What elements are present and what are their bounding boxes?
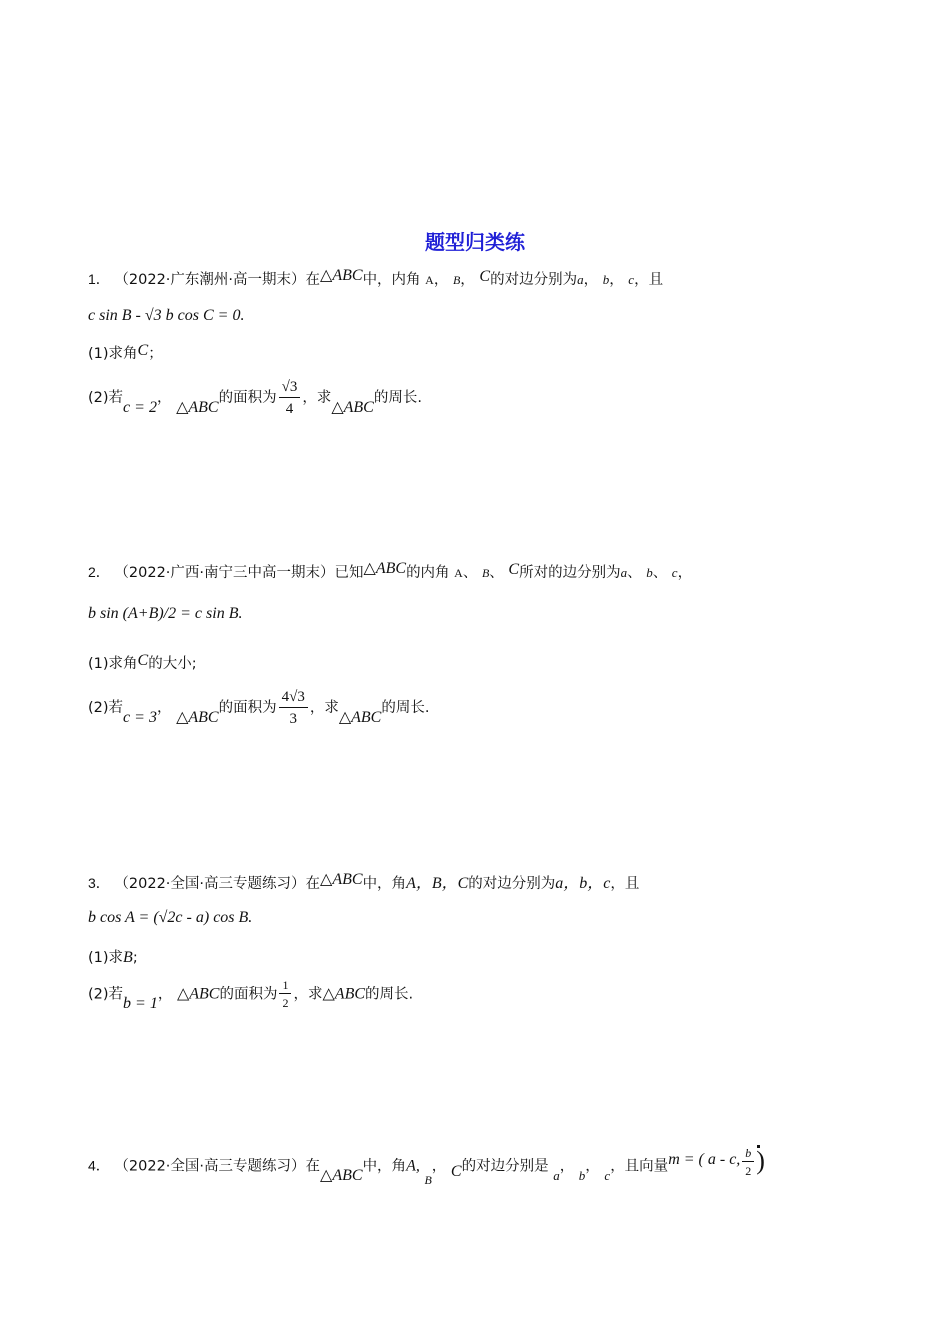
q3-equation: b cos A = (√2c - a) cos B. [88,909,253,926]
q3-text: ，且 [610,876,640,892]
q1-part2 [88,378,422,418]
q2-part2-area: 的面积为 [218,700,277,716]
q1-line1: 1． （2022·广东潮州·高一期末）在△ABC中，内角 A， B， C的对边分别为a， b， c，且 [88,267,664,288]
q2-angle-a: A [454,566,463,580]
q1-triangle: △ABC [320,267,363,284]
q1-part1-end: ； [148,346,163,362]
q2-part2 [88,688,429,728]
q1-source: （2022·广东潮州·高一期末） [114,272,306,288]
q4-vec-num: b [742,1146,754,1162]
q1-part1-text: (1)求角 [88,346,138,362]
q3-part2-text: (2)若 [88,986,124,1003]
q2-equation: b sin (A+B)/2 = c sin B. [88,605,243,622]
q3-text: 中，角 [362,876,407,892]
q3-part1-end: ; [132,950,138,966]
q2-text: 所对的边分别为 [519,565,621,581]
q4-text: 的对边分别是 [461,1158,549,1175]
q4-vec-den: 2 [745,1164,752,1179]
q1-angle-a: A [425,273,434,287]
q2-line1: 2． （2022·广西·南宁三中高一期末）已知△ABC的内角 A、 B、 C所对的边分别为a、 b、 c， [88,560,693,581]
q2-part2-triangle: △ABC [176,709,219,726]
q1-part2-perimeter: 的周长. [373,390,422,406]
q1-frac-den: 4 [285,401,294,417]
q3-line1 [88,871,640,892]
q1-part1 [88,342,163,362]
q1-area-fraction [279,378,301,418]
q3-part1-text: (1)求 [88,950,124,966]
q1-number: 1． [88,271,110,287]
q2-text: 已知 [334,565,364,581]
q2-part1-text: (1)求角 [88,656,138,672]
q3-text: 的对边分别为 [468,876,556,892]
q1-part2-cond: c = 2 [123,399,157,416]
q4-side-b: b [578,1168,586,1184]
q1-text: 的对边分别为 [490,272,578,288]
q2-source: （2022·广西·南宁三中高一期末） [114,565,335,581]
q3-frac-den: 2 [282,996,289,1011]
q3-frac-num: 1 [279,978,291,994]
q2-part2-comma: ， [156,700,172,716]
q2-side-c: c [671,565,678,580]
q3-part2-triangle2: △ABC [322,985,366,1003]
q1-equation: c sin B - √3 b cos C = 0. [88,307,245,324]
q3-part2-triangle: △ABC [176,985,220,1003]
q4-number: 4． [88,1157,110,1174]
q4-vector-close-paren: ) [756,1145,765,1175]
q1-part2-triangle2: △ABC [331,399,374,416]
q3-angles: A，B，C [406,875,469,892]
q2-number: 2． [88,564,110,580]
page-title: 题型归类练 [425,230,525,254]
q3-part2-comma: ， [157,986,173,1003]
q3-part2-cond: b = 1 [123,995,158,1013]
q4-text: 中，角 [362,1158,407,1175]
q1-text: 在 [305,272,321,288]
q1-side-b: b [602,272,610,287]
q1-frac-num: √3 [279,378,301,398]
q1-angle-b: B [452,273,461,287]
q2-part2-triangle2: △ABC [338,709,382,726]
q1-text: 中，内角 [362,272,421,288]
q3-part1 [88,950,138,966]
q3-sides: a，b，c [555,875,611,892]
q2-triangle: △ABC [363,560,407,577]
q3-part2 [88,978,413,1011]
q4-vector: m = ( a - c, [668,1151,741,1169]
q2-part2-ask: ，求 [309,700,339,716]
q2-part1-end: 的大小; [148,656,197,672]
q2-part1-var: C [137,652,149,669]
q4-angle-a: A, [406,1157,420,1175]
q3-triangle: △ABC [320,871,363,888]
q2-area-fraction [279,688,308,728]
q2-frac-num: 4√3 [279,688,308,708]
q4-side-a: a [553,1168,560,1184]
q4-text: 在 [305,1158,321,1175]
q4-line1: 4． （2022·全国·高三专题练习）在△ABC中，角A, $_B$， C的对边分别是 a， b， c，且向量m = ( a - c, $\frac{b}{2}$ ) [88,1145,765,1188]
q1-side-a: a [577,272,584,287]
q2-part2-perimeter: 的周长. [381,700,430,716]
q3-text: 在 [305,876,321,892]
q1-part2-ask: ，求 [302,390,332,406]
q2-text: 的内角 [406,565,450,581]
q2-side-b: b [646,565,653,580]
q2-part2-text: (2)若 [88,700,124,716]
q2-part2-cond: c = 3 [123,709,157,726]
q3-source: （2022·全国·高三专题练习） [114,876,306,892]
q1-part2-text: (2)若 [88,390,124,406]
q2-side-a: a [620,565,628,580]
q2-angle-b: B [481,566,490,580]
q1-text: ，且 [634,272,664,288]
q1-part2-area: 的面积为 [218,390,277,406]
q3-area-fraction [279,978,291,1011]
q3-part2-area: 的面积为 [219,986,278,1003]
q4-side-c: c [604,1168,611,1184]
q4-angle-c: C [450,1163,462,1181]
q2-frac-den: 3 [289,711,297,727]
q4-vector-fraction [742,1146,754,1179]
q1-part1-var: C [137,342,149,359]
q1-angle-c: C [479,268,491,285]
q3-part2-ask: ，求 [293,986,323,1003]
q4-source: （2022·全国·高三专题练习） [114,1158,306,1175]
q4-text: ，且向量 [610,1158,669,1175]
q4-angle-b: B [424,1173,432,1188]
q1-part2-comma: ， [156,390,172,406]
q2-angle-c: C [508,561,520,578]
q2-part1 [88,652,197,672]
q3-part1-var: B [123,949,133,966]
q3-number: 3． [88,875,110,891]
q1-side-c: c [628,272,635,287]
q3-part2-perimeter: 的周长. [365,986,414,1003]
q1-part2-triangle: △ABC [176,399,219,416]
q4-triangle: △ABC [320,1167,363,1185]
